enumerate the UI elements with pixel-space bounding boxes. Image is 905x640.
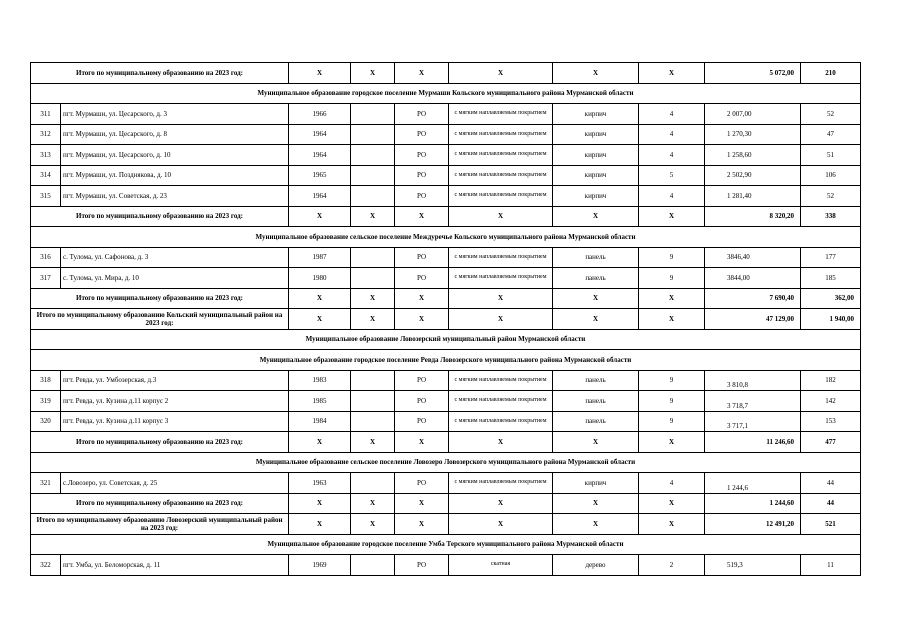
section-title: Муниципальное образование сельское поселение Ловозеро Ловозерского муниципального района Мурманской области bbox=[31, 452, 861, 473]
x-mark: X bbox=[395, 493, 449, 514]
total-area: 11 246,60 bbox=[705, 432, 801, 453]
total-label: Итого по муниципальному образованию Ловозерский муниципальный район на 2023 год: bbox=[31, 514, 289, 535]
row-number: 312 bbox=[31, 124, 61, 145]
total-area: 7 690,40 bbox=[705, 288, 801, 309]
year-cell: 1964 bbox=[289, 145, 351, 166]
area-cell: 2 007,00 bbox=[705, 104, 801, 125]
x-mark: X bbox=[553, 309, 639, 330]
document-page bbox=[30, 62, 860, 576]
floors-cell: 2 bbox=[639, 555, 705, 576]
material-cell: панель bbox=[553, 268, 639, 289]
total-area: 47 129,00 bbox=[705, 309, 801, 330]
material-cell: панель bbox=[553, 411, 639, 432]
material-cell: кирпич bbox=[553, 145, 639, 166]
table-row bbox=[31, 473, 861, 494]
count-cell: 153 bbox=[801, 411, 861, 432]
area-cell: 519,3 bbox=[705, 555, 801, 576]
address-cell: пгт. Мурмаши, ул. Советская, д. 23 bbox=[61, 186, 289, 207]
empty-cell bbox=[351, 370, 395, 391]
program-cell: РО bbox=[395, 411, 449, 432]
empty-cell bbox=[351, 165, 395, 186]
year-cell: 1964 bbox=[289, 186, 351, 207]
program-cell: РО bbox=[395, 268, 449, 289]
program-cell: РО bbox=[395, 247, 449, 268]
total-label: Итого по муниципальному образованию на 2023 год: bbox=[31, 206, 289, 227]
total-label: Итого по муниципальному образованию на 2023 год: bbox=[31, 63, 289, 84]
address-cell: пгт. Ревда, ул. Кузина д.11 корпус 3 bbox=[61, 411, 289, 432]
area-cell: 3846,40 bbox=[705, 247, 801, 268]
total-count: 210 bbox=[801, 63, 861, 84]
x-mark: X bbox=[449, 432, 553, 453]
x-mark: X bbox=[351, 309, 395, 330]
address-cell: пгт. Мурмаши, ул. Цесарского, д. 3 bbox=[61, 104, 289, 125]
roof-type-cell: с мягким наплавляемым покрытием bbox=[449, 165, 553, 186]
year-cell: 1983 bbox=[289, 370, 351, 391]
row-number: 316 bbox=[31, 247, 61, 268]
empty-cell bbox=[351, 104, 395, 125]
x-mark: X bbox=[289, 309, 351, 330]
count-cell: 52 bbox=[801, 104, 861, 125]
area-cell: 1 244,6 bbox=[705, 473, 801, 494]
section-title: Муниципальное образование Ловозерский муниципальный район Мурманской области bbox=[31, 329, 861, 350]
empty-cell bbox=[351, 473, 395, 494]
section-title: Муниципальное образование городское поселение Мурмаши Кольского муниципального района Мурманской области bbox=[31, 83, 861, 104]
count-cell: 142 bbox=[801, 391, 861, 412]
section-header-row bbox=[31, 452, 861, 473]
table-row bbox=[31, 165, 861, 186]
floors-cell: 9 bbox=[639, 411, 705, 432]
section-header-row bbox=[31, 350, 861, 371]
row-number: 319 bbox=[31, 391, 61, 412]
table-row bbox=[31, 391, 861, 412]
table-row bbox=[31, 247, 861, 268]
section-header-row bbox=[31, 227, 861, 248]
roof-type-cell: скатная bbox=[449, 555, 553, 576]
x-mark: X bbox=[289, 288, 351, 309]
total-row bbox=[31, 288, 861, 309]
total-count: 338 bbox=[801, 206, 861, 227]
section-title: Муниципальное образование городское поселение Ревда Ловозерского муниципального района Мурманской области bbox=[31, 350, 861, 371]
year-cell: 1984 bbox=[289, 411, 351, 432]
total-count: 521 bbox=[801, 514, 861, 535]
area-cell: 1 270,30 bbox=[705, 124, 801, 145]
empty-cell bbox=[351, 555, 395, 576]
area-cell: 1 258,60 bbox=[705, 145, 801, 166]
year-cell: 1985 bbox=[289, 391, 351, 412]
row-number: 314 bbox=[31, 165, 61, 186]
x-mark: X bbox=[351, 63, 395, 84]
year-cell: 1963 bbox=[289, 473, 351, 494]
x-mark: X bbox=[289, 493, 351, 514]
count-cell: 177 bbox=[801, 247, 861, 268]
area-cell: 3 718,7 bbox=[705, 391, 801, 412]
x-mark: X bbox=[395, 63, 449, 84]
total-area: 8 320,20 bbox=[705, 206, 801, 227]
address-cell: с. Тулома, ул. Мира, д. 10 bbox=[61, 268, 289, 289]
floors-cell: 5 bbox=[639, 165, 705, 186]
address-cell: пгт. Ревда, ул. Кузина д.11 корпус 2 bbox=[61, 391, 289, 412]
table-row bbox=[31, 370, 861, 391]
floors-cell: 9 bbox=[639, 247, 705, 268]
x-mark: X bbox=[553, 432, 639, 453]
x-mark: X bbox=[351, 493, 395, 514]
address-cell: пгт. Мурмаши, ул. Цесарского, д. 10 bbox=[61, 145, 289, 166]
x-mark: X bbox=[289, 63, 351, 84]
total-area: 12 491,20 bbox=[705, 514, 801, 535]
section-title: Муниципальное образование городское поселение Умба Терского муниципального района Мурманской области bbox=[31, 534, 861, 555]
address-cell: пгт. Мурмаши, ул. Цесарского, д. 8 bbox=[61, 124, 289, 145]
area-cell: 3 810,8 bbox=[705, 370, 801, 391]
total-label: Итого по муниципальному образованию на 2023 год: bbox=[31, 432, 289, 453]
x-mark: X bbox=[351, 514, 395, 535]
x-mark: X bbox=[449, 206, 553, 227]
row-number: 313 bbox=[31, 145, 61, 166]
empty-cell bbox=[351, 411, 395, 432]
row-number: 315 bbox=[31, 186, 61, 207]
roof-type-cell: с мягким наплавляемым покрытием bbox=[449, 124, 553, 145]
material-cell: дерево bbox=[553, 555, 639, 576]
year-cell: 1980 bbox=[289, 268, 351, 289]
row-number: 317 bbox=[31, 268, 61, 289]
count-cell: 47 bbox=[801, 124, 861, 145]
material-cell: панель bbox=[553, 370, 639, 391]
floors-cell: 4 bbox=[639, 124, 705, 145]
table-row bbox=[31, 186, 861, 207]
total-count: 1 940,00 bbox=[801, 309, 861, 330]
x-mark: X bbox=[639, 63, 705, 84]
address-cell: пгт. Мурмаши, ул. Позднякова, д. 10 bbox=[61, 165, 289, 186]
total-label: Итого по муниципальному образованию на 2023 год: bbox=[31, 288, 289, 309]
program-cell: РО bbox=[395, 165, 449, 186]
empty-cell bbox=[351, 145, 395, 166]
program-cell: РО bbox=[395, 145, 449, 166]
x-mark: X bbox=[639, 432, 705, 453]
row-number: 311 bbox=[31, 104, 61, 125]
year-cell: 1966 bbox=[289, 104, 351, 125]
floors-cell: 4 bbox=[639, 104, 705, 125]
x-mark: X bbox=[351, 206, 395, 227]
total-count: 362,00 bbox=[801, 288, 861, 309]
x-mark: X bbox=[351, 432, 395, 453]
empty-cell bbox=[351, 124, 395, 145]
material-cell: панель bbox=[553, 391, 639, 412]
row-number: 320 bbox=[31, 411, 61, 432]
x-mark: X bbox=[553, 493, 639, 514]
total-count: 477 bbox=[801, 432, 861, 453]
x-mark: X bbox=[449, 288, 553, 309]
program-cell: РО bbox=[395, 555, 449, 576]
total-row bbox=[31, 309, 861, 330]
program-cell: РО bbox=[395, 186, 449, 207]
x-mark: X bbox=[395, 432, 449, 453]
x-mark: X bbox=[553, 63, 639, 84]
roof-type-cell: с мягким наплавляемым покрытием bbox=[449, 145, 553, 166]
total-row bbox=[31, 432, 861, 453]
count-cell: 52 bbox=[801, 186, 861, 207]
x-mark: X bbox=[553, 514, 639, 535]
total-count: 44 bbox=[801, 493, 861, 514]
count-cell: 44 bbox=[801, 473, 861, 494]
x-mark: X bbox=[639, 288, 705, 309]
count-cell: 51 bbox=[801, 145, 861, 166]
floors-cell: 4 bbox=[639, 186, 705, 207]
empty-cell bbox=[351, 391, 395, 412]
x-mark: X bbox=[289, 514, 351, 535]
table-row bbox=[31, 145, 861, 166]
x-mark: X bbox=[639, 206, 705, 227]
x-mark: X bbox=[395, 514, 449, 535]
count-cell: 106 bbox=[801, 165, 861, 186]
x-mark: X bbox=[639, 309, 705, 330]
roof-type-cell: с мягким наплавляемым покрытием bbox=[449, 473, 553, 494]
x-mark: X bbox=[449, 493, 553, 514]
floors-cell: 9 bbox=[639, 268, 705, 289]
x-mark: X bbox=[639, 514, 705, 535]
total-area: 1 244,60 bbox=[705, 493, 801, 514]
year-cell: 1969 bbox=[289, 555, 351, 576]
floors-cell: 4 bbox=[639, 145, 705, 166]
roof-type-cell: с мягким наплавляемым покрытием bbox=[449, 104, 553, 125]
x-mark: X bbox=[449, 63, 553, 84]
x-mark: X bbox=[395, 309, 449, 330]
area-cell: 2 502,90 bbox=[705, 165, 801, 186]
table-row bbox=[31, 124, 861, 145]
count-cell: 185 bbox=[801, 268, 861, 289]
roof-type-cell: с мягким наплавляемым покрытием bbox=[449, 391, 553, 412]
area-cell: 3844,00 bbox=[705, 268, 801, 289]
x-mark: X bbox=[395, 206, 449, 227]
total-label: Итого по муниципальному образованию Кольский муниципальный район на 2023 год: bbox=[31, 309, 289, 330]
table-row bbox=[31, 104, 861, 125]
area-cell: 1 281,40 bbox=[705, 186, 801, 207]
section-header-row bbox=[31, 83, 861, 104]
x-mark: X bbox=[395, 288, 449, 309]
table-row bbox=[31, 411, 861, 432]
floors-cell: 4 bbox=[639, 473, 705, 494]
total-area: 5 072,00 bbox=[705, 63, 801, 84]
buildings-table bbox=[30, 62, 861, 576]
total-row bbox=[31, 206, 861, 227]
material-cell: кирпич bbox=[553, 186, 639, 207]
row-number: 318 bbox=[31, 370, 61, 391]
total-label: Итого по муниципальному образованию на 2023 год: bbox=[31, 493, 289, 514]
program-cell: РО bbox=[395, 391, 449, 412]
roof-type-cell: с мягким наплавляемым покрытием bbox=[449, 370, 553, 391]
address-cell: пгт. Умба, ул. Беломорская, д. 11 bbox=[61, 555, 289, 576]
program-cell: РО bbox=[395, 370, 449, 391]
floors-cell: 9 bbox=[639, 370, 705, 391]
row-number: 321 bbox=[31, 473, 61, 494]
empty-cell bbox=[351, 186, 395, 207]
material-cell: кирпич bbox=[553, 473, 639, 494]
count-cell: 11 bbox=[801, 555, 861, 576]
material-cell: панель bbox=[553, 247, 639, 268]
year-cell: 1965 bbox=[289, 165, 351, 186]
year-cell: 1987 bbox=[289, 247, 351, 268]
roof-type-cell: с мягким наплавляемым покрытием bbox=[449, 247, 553, 268]
total-row bbox=[31, 63, 861, 84]
count-cell: 182 bbox=[801, 370, 861, 391]
address-cell: с.Ловозеро, ул. Советская, д. 25 bbox=[61, 473, 289, 494]
x-mark: X bbox=[449, 514, 553, 535]
x-mark: X bbox=[639, 493, 705, 514]
empty-cell bbox=[351, 268, 395, 289]
program-cell: РО bbox=[395, 473, 449, 494]
roof-type-cell: с мягким наплавляемым покрытием bbox=[449, 268, 553, 289]
empty-cell bbox=[351, 247, 395, 268]
row-number: 322 bbox=[31, 555, 61, 576]
table-body bbox=[31, 63, 861, 576]
program-cell: РО bbox=[395, 104, 449, 125]
x-mark: X bbox=[351, 288, 395, 309]
material-cell: кирпич bbox=[553, 165, 639, 186]
material-cell: кирпич bbox=[553, 124, 639, 145]
roof-type-cell: с мягким наплавляемым покрытием bbox=[449, 411, 553, 432]
section-title: Муниципальное образование сельское поселение Междуречье Кольского муниципального района Мурманской области bbox=[31, 227, 861, 248]
roof-type-cell: с мягким наплавляемым покрытием bbox=[449, 186, 553, 207]
total-row bbox=[31, 493, 861, 514]
x-mark: X bbox=[289, 432, 351, 453]
year-cell: 1964 bbox=[289, 124, 351, 145]
x-mark: X bbox=[289, 206, 351, 227]
material-cell: кирпич bbox=[553, 104, 639, 125]
table-row bbox=[31, 555, 861, 576]
area-cell: 3 717,1 bbox=[705, 411, 801, 432]
section-header-row bbox=[31, 329, 861, 350]
x-mark: X bbox=[553, 206, 639, 227]
x-mark: X bbox=[449, 309, 553, 330]
x-mark: X bbox=[553, 288, 639, 309]
floors-cell: 9 bbox=[639, 391, 705, 412]
total-row bbox=[31, 514, 861, 535]
section-header-row bbox=[31, 534, 861, 555]
table-row bbox=[31, 268, 861, 289]
address-cell: пгт. Ревда, ул. Умбозерская, д.3 bbox=[61, 370, 289, 391]
address-cell: с. Тулома, ул. Сафонова, д. 3 bbox=[61, 247, 289, 268]
program-cell: РО bbox=[395, 124, 449, 145]
